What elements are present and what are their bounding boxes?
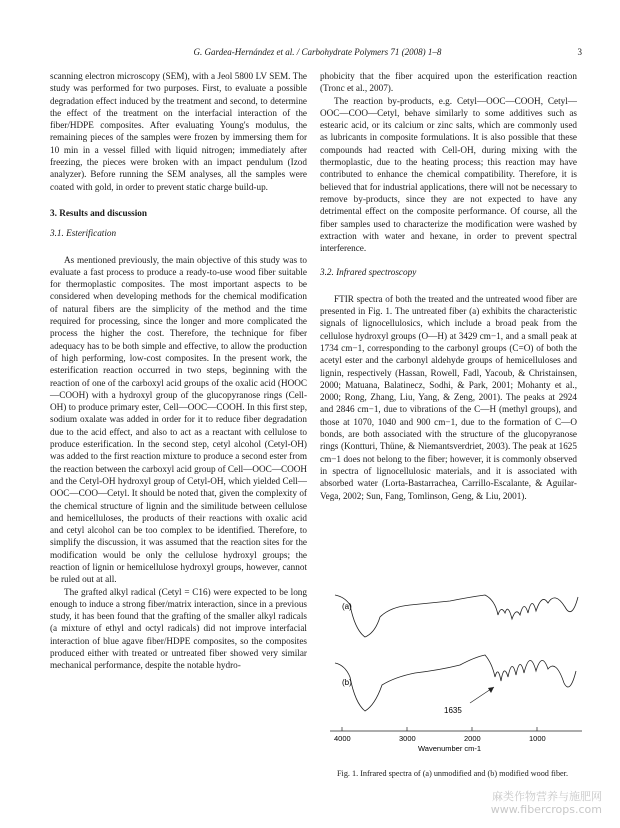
subsection-heading: 3.1. Esterification — [50, 228, 117, 239]
x-tick-label: 4000 — [334, 734, 351, 743]
ftir-spectra-figure — [320, 585, 585, 755]
watermark-line: www.fibercrops.com — [490, 803, 602, 816]
spectrum-label-b: (b) — [342, 678, 352, 687]
figure-caption: Fig. 1. Infrared spectra of (a) unmodified and (b) modified wood fiber. — [337, 769, 568, 778]
x-tick-label: 2000 — [464, 734, 481, 743]
paragraph: phobicity that the fiber acquired upon the esterification reaction (Tronc et al., 2007). — [320, 71, 577, 94]
spectrum-line-a — [335, 595, 578, 637]
annotation-label: 1635 — [444, 706, 462, 715]
paragraph: FTIR spectra of both the treated and the untreated wood fiber are presented in Fig. 1. The untreated fiber (a) exhibits the characteristic signals of lignocellulosics, which include a broad peak from the cellulose hydroxyl groups (O—H) at 3429 cm−1, and a small peak at 1734 cm−1, corresponding to the carbonyl groups (C=O) of both the acetyl ester and the carbonyl aldehyde groups of hemicelluloses and lignin, respectively (Hassan, Rowell, Fadl, Yacoub, & Christainsen, 2000; Matuana, Balatinecz, Sodhi, & Park, 2001; Mohanty et al., 2000; Rong, Zhang, Liu, Yang, & Zeng, 2001). The peaks at 2924 and 2846 cm−1, due to vibrations of the C—H (methyl groups), and those at 1070, 1040 and 900 cm−1, due to the formation of C—O bonds, are both associated with the structure of the glucopyranose rings (Kontturi, Thüne, & Niemantsverdriet, 2003). The peak at 1625 cm−1 does not belong to the fiber; however, it is commonly observed in spectra of lignocellulosic materials, and it is associated with absorbed water (Lorta-Bastarrachea, Carrillo-Escalante, & Aguilar-Vega, 2002; Sun, Fang, Tomlinson, Geng, & Liu, 2001). — [320, 293, 577, 501]
paragraph: As mentioned previously, the main objective of this study was to evaluate a fast process to produce a ready-to-use wood fiber suitable for thermoplastic composites. The most important aspects to be considered when developing methods for the chemical modification of natural fibers are the simplicity of the method and the time required for processing, since the longer and more complicated the process the higher the cost. Therefore, the technique for fiber adequacy has to be both simple and effective, to allow the production of high performing, low-cost composites. In the present work, the esterification reaction occurred in two steps, beginning with the reaction of one of the carboxyl acid groups of the oxalic acid (HOOC—COOH) with a hydroxyl group of the glucopyranose rings (Cell-OH) to produce primary ester, Cell—OOC—COOH. In this first step, sodium oxalate was added in order for it to reduce fiber degradation due to the acid effect, and also to act as a reactant with cellulose to produce esterification. In the second step, cetyl alcohol (Cetyl-OH) was added to the first reaction mixture to produce a second ester from the reaction between the carboxyl acid group of Cell—OOC—COOH and the Cetyl-OH hydroxyl group of Cetyl-OH, which yielded Cell—OOC—COO—Cetyl. It should be noted that, given the complexity of the chemical structure of lignin and the similitude between cellulose and hemicelluloses, the products of their reactions with oxalic acid and cetyl alcohol can be too complex to be identified. Therefore, to simplify the discussion, it was assumed that the reaction sites for the modification would be only the cellulose hydroxyl groups; the reaction of lignin or hemicellulose hydroxyl groups, however, cannot be ruled out at all. — [50, 254, 307, 585]
section-heading: 3. Results and discussion — [50, 207, 148, 218]
paragraph: The grafted alkyl radical (Cetyl = C16) were expected to be long enough to induce a strong fiber/matrix interaction, since in a previous study, it has been found that the grafting of the smaller alkyl radicals (a mixture of ethyl and octyl radicals) did not improve interfacial interaction of blue agave fiber/HDPE composites, so the composites produced either with treated or untreated fiber showed very similar mechanical performance, despite the notable hydro- — [50, 586, 307, 671]
right-column — [320, 70, 577, 502]
x-tick-label: 3000 — [399, 734, 416, 743]
x-tick-label: 1000 — [529, 734, 546, 743]
spectrum-line-b — [335, 655, 576, 711]
left-column — [50, 70, 307, 672]
subsection-heading: 3.2. Infrared spectroscopy — [320, 267, 417, 278]
spectrum-label-a: (a) — [342, 602, 352, 611]
paragraph: scanning electron microscopy (SEM), with a Jeol 5800 LV SEM. The study was performed for two purposes. First, to evaluate a possible degradation effect induced by the treatment and second, to determine the effect of the treatment on the interfacial interaction of the fiber/HDPE composites. After evaluating Young's modulus, the remaining pieces of the samples were frozen by immersing them for 10 min in a vessel filled with liquid nitrogen; immediately after freezing, the pieces were broken with an impact pendulum (Izod analyzer). Before running the SEM analyses, all the samples were coated with gold, in order to prevent static charge build-up. — [50, 71, 307, 192]
paragraph: The reaction by-products, e.g. Cetyl—OOC—COOH, Cetyl—OOC—COO—Cetyl, behave similarly to some additives such as estearic acid, or its calcium or zinc salts, which are commonly used as lubricants in composite formulations. It is also possible that these compounds had reacted with Cell-OH, during mixing with the thermoplastic, due to the heating process; this reaction may have contributed to enhance the chemical compatibility. Therefore, it is believed that for industrial applications, there will not be necessary to remove by-products, since they are not expected to have any detrimental effect on the composite performance. Of course, all the fiber samples used to characterize the modification were washed by extraction with water and hexane, in order to prevent spectral interference. — [320, 95, 577, 254]
watermark — [491, 790, 602, 816]
watermark-line: 麻类作物营养与施肥网 — [492, 790, 602, 803]
page-number: 3 — [577, 47, 582, 57]
running-header: G. Gardea-Hernández et al. / Carbohydrate Polymers 71 (2008) 1–8 — [193, 47, 442, 57]
x-axis-label: Wavenumber cm-1 — [418, 744, 482, 753]
